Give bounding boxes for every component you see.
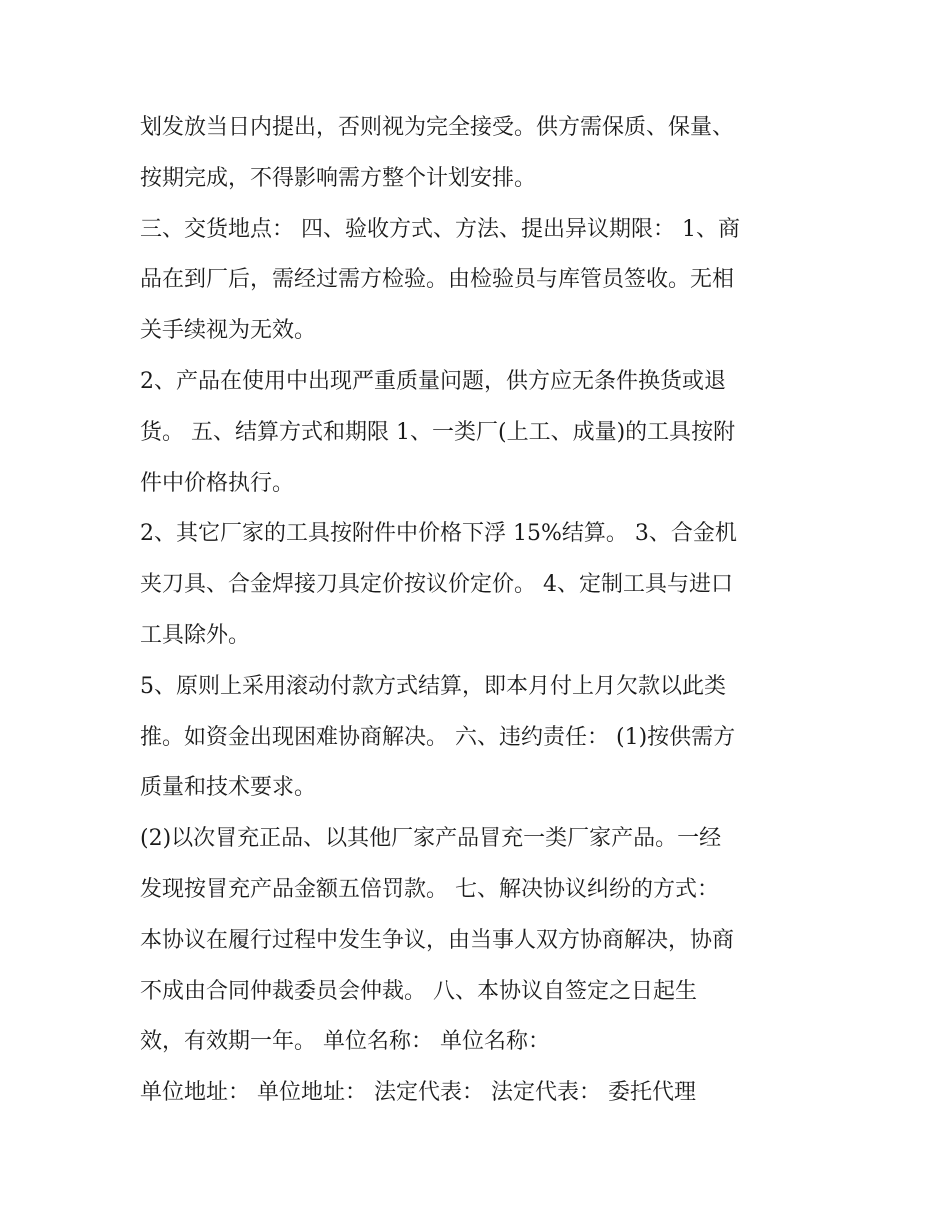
text-line: 三、交货地点： 四、验收方式、方法、提出异议期限： 1、商	[140, 216, 740, 242]
text-line: 按期完成，不得影响需方整个计划安排。	[140, 165, 537, 191]
text-line: 工具除外。	[140, 622, 251, 648]
text-line: 质量和技术要求。	[140, 775, 317, 801]
text-line: (2)以次冒充正品、以其他厂家产品冒充一类厂家产品。一经	[140, 826, 722, 852]
text-line: 划发放当日内提出，否则视为完全接受。供方需保质、保量、	[140, 115, 735, 140]
text-line: 件中价格执行。	[140, 470, 295, 496]
text-line: 5、原则上采用滚动付款方式结算，即本月付上月欠款以此类	[140, 673, 726, 699]
document-body	[140, 103, 830, 1119]
text-line: 不成由合同仲裁委员会仲裁。 八、本协议自签定之日起生	[140, 978, 697, 1004]
text-line: 单位地址： 单位地址： 法定代表： 法定代表： 委托代理	[140, 1080, 696, 1106]
text-line: 2、其它厂家的工具按附件中价格下浮 15%结算。 3、合金机	[140, 521, 737, 547]
text-line: 本协议在履行过程中发生争议，由当事人双方协商解决，协商	[140, 927, 735, 953]
text-line: 推。如资金出现困难协商解决。 六、违约责任： (1)按供需方	[140, 724, 736, 750]
text-line: 效，有效期一年。 单位名称： 单位名称：	[140, 1029, 550, 1055]
text-line: 品在到厂后，需经过需方检验。由检验员与库管员签收。无相	[140, 267, 735, 293]
text-line: 2、产品在使用中出现严重质量问题，供方应无条件换货或退	[140, 368, 726, 394]
text-line: 货。 五、结算方式和期限 1、一类厂(上工、成量)的工具按附	[140, 419, 736, 445]
text-line: 夹刀具、合金焊接刀具定价按议价定价。 4、定制工具与进口	[140, 572, 733, 598]
text-line: 关手续视为无效。	[140, 318, 317, 344]
text-line: 发现按冒充产品金额五倍罚款。 七、解决协议纠纷的方式：	[140, 876, 719, 902]
